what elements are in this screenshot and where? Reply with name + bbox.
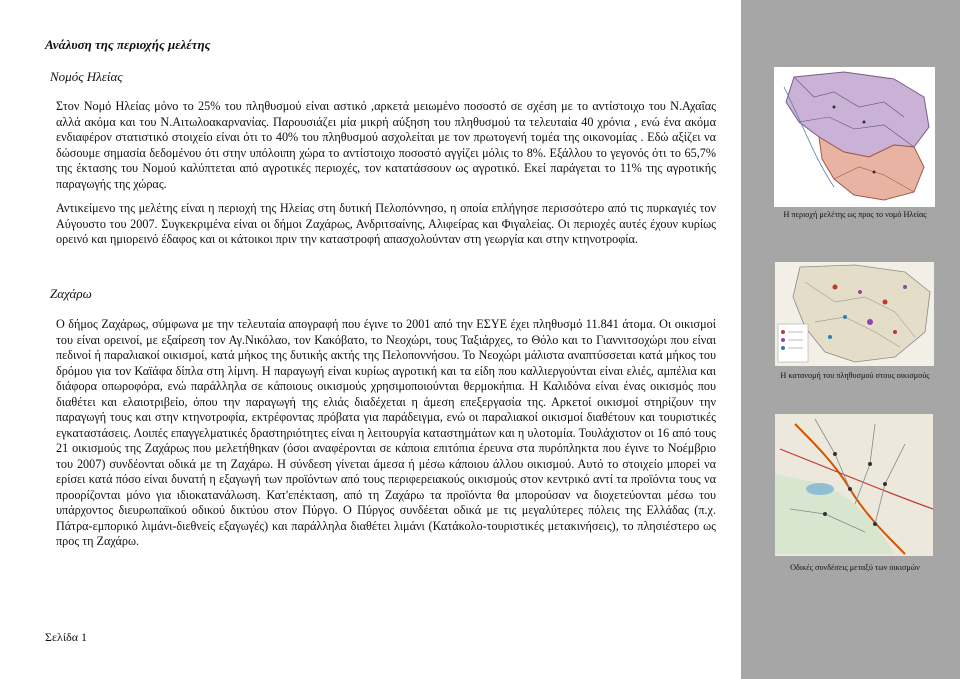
- map-population-image: [775, 262, 934, 366]
- page-number: Σελίδα 1: [45, 630, 88, 644]
- paragraph-zacharo: Ο δήμος Ζαχάρως, σύμφωνα με την τελευταία απογραφή που έγινε το 2001 από την ΕΣΥΕ έχει πληθυσμό 11.841 άτομα. Οι οικισμοί του είναι ορεινοί, με εξαίρεση τον Αγ.Νικόλαο, τον Κακόβατο, το Νεοχώρι, τους Ταξιάρχες, το Θόλο και το Γιαννιτσοχώρι που είναι πεδινοί ή παραλιακοί οικισμοί, κατά μήκος της δυτικής ακτής της Πελοποννήσου. Το Νεοχώρι μάλιστα αναπτύσσεται κατά μήκος του δρόμου για τον Καϊάφα δίπλα στη λίμνη. Η παραγωγή είναι κυρίως αγροτική και τα είδη που καλλιεργούνται είναι ελιές, αμπέλια και διάφορα οπωροφόρα, ενώ παράλληλα σε κάποιους οικισμούς χρησιμοποιούνται θερμοκήπια. Η Καλιδόνα είναι ένας οικισμός που διαθέτει και ελαιοτριβείο, όπου την παραγωγή της ελιάς διαδέχεται η άμεση επεξεργασία της. Αρκετοί οικισμοί στηρίζουν την παραγωγή τους και στην κτηνοτροφία, εκτρέφοντας πρόβατα για παράδειγμα, ενώ οι παραλιακοί οικισμοί διαθέτουν και τουριστικές εγκαταστάσεις. Λοιπές επαγγελματικές δραστηριότητες είναι η λειτουργία καταστημάτων και η υλοτομία. Τουλάχιστον οι 16 από τους 21 οικισμούς της Ζαχάρως που μελετήθηκαν (όσοι αναφέρονται σε κάποια επιτόπια έρευνα στα πυρόπληκτα που έγινε το Νοέμβριο του 2007) συνδέονται οδικά με τη Ζαχάρω. Η σύνδεση γίνεται άμεσα ή μέσω κάποιου άλλου οικισμού. Αυτό το στοιχείο μπορεί να ερίσει κατά πόσο είναι δυνατή η εξαγωγή των προϊόντων από τους περιφερειακούς οικισμούς στον κεντρικό αντί τα προϊόντα τους να προορίζονται μόνο για ιδιοκατανάλωση. Κατ'επέκταση, από τη Ζαχάρω τα προϊόντα θα μπορούσαν να διοχετεύονται μέσω του υπάρχοντος διευρωπαϊκού οδικού δικτύου στον Πύργο. Ο Πύργος συνδέεται οδικά με τις μεγαλύτερες πόλεις της Ελλάδας (π.χ. Πάτρα-εμπορικό λιμάνι-διεθνείς εξαγωγές) και παράλληλα διαθέτει λιμάνι (Κατάκολο-τουριστικές μετακινήσεις), το πλησιέστερο ως προς τη Ζαχάρω.: [56, 317, 716, 548]
- caption-study-area: Η περιοχή μελέτης ως προς το νομό Ηλείας: [783, 210, 927, 219]
- paragraph-ileia-intro: Στον Νομό Ηλείας μόνο το 25% του πληθυσμού είναι αστικό ,αρκετά μειωμένο ποσοστό σε σχέση με το αντίστοιχο του Ν.Αχαΐας αλλά ακόμα και του Ν.Αιτωλοακαρνανίας. Παρουσιάζει μία μικρή αύξηση του πληθυσμού τα τελευταία 40 χρόνια , ενώ ένα ακόμα ενδιαφέρον στατιστικό στοιχείο είναι ότι το 40% του πληθυσμού ασχολείται με τον πρωτογενή τομέα της οικονομίας . Εδώ αξίζει να δώσουμε σημασία δεδομένου ότι στην υπόλοιπη χώρα το αντίστοιχο ποσοστό αγγίζει μόλις το 8%. Εξάλλου το γεγονός ότι το 65,7% της έκτασης του Νομού καλύπτεται από αγροτικές περιοχές, τον κατατάσσουν ως αγροτικό. Εκεί παράγεται το 11% της αγροτικής παραγωγής της χώρας.: [56, 99, 716, 191]
- caption-roads: Οδικές συνδέσεις μεταξύ των οικισμών: [790, 563, 920, 572]
- caption-population: Η κατανομή του πληθυσμού στους οικισμούς: [780, 371, 930, 380]
- section-heading-zacharo: Ζαχάρω: [50, 286, 92, 301]
- map-study-area-image: [774, 67, 935, 207]
- section-heading-ileia: Νομός Ηλείας: [50, 69, 123, 84]
- document-title: Ανάλυση της περιοχής μελέτης: [45, 37, 211, 52]
- map-roads-image: [775, 414, 933, 556]
- paragraph-study-area: Αντικείμενο της μελέτης είναι η περιοχή της Ηλείας στη δυτική Πελοπόννησο, η οποία επλήγησε περισσότερο από τις πυρκαγιές τον Αύγουστο του 2007. Συγκεκριμένα είναι οι δήμοι Ζαχάρως, Ανδριτσαίνης, Αλιφείρας και Φιγαλείας. Οι περιοχές αυτές έχουν κυρίως ορεινό και ημιορεινό έδαφος και οι κάτοικοι πριν την καταστροφή απασχολούνταν στη γεωργία και στην κτηνοτροφία.: [56, 201, 716, 246]
